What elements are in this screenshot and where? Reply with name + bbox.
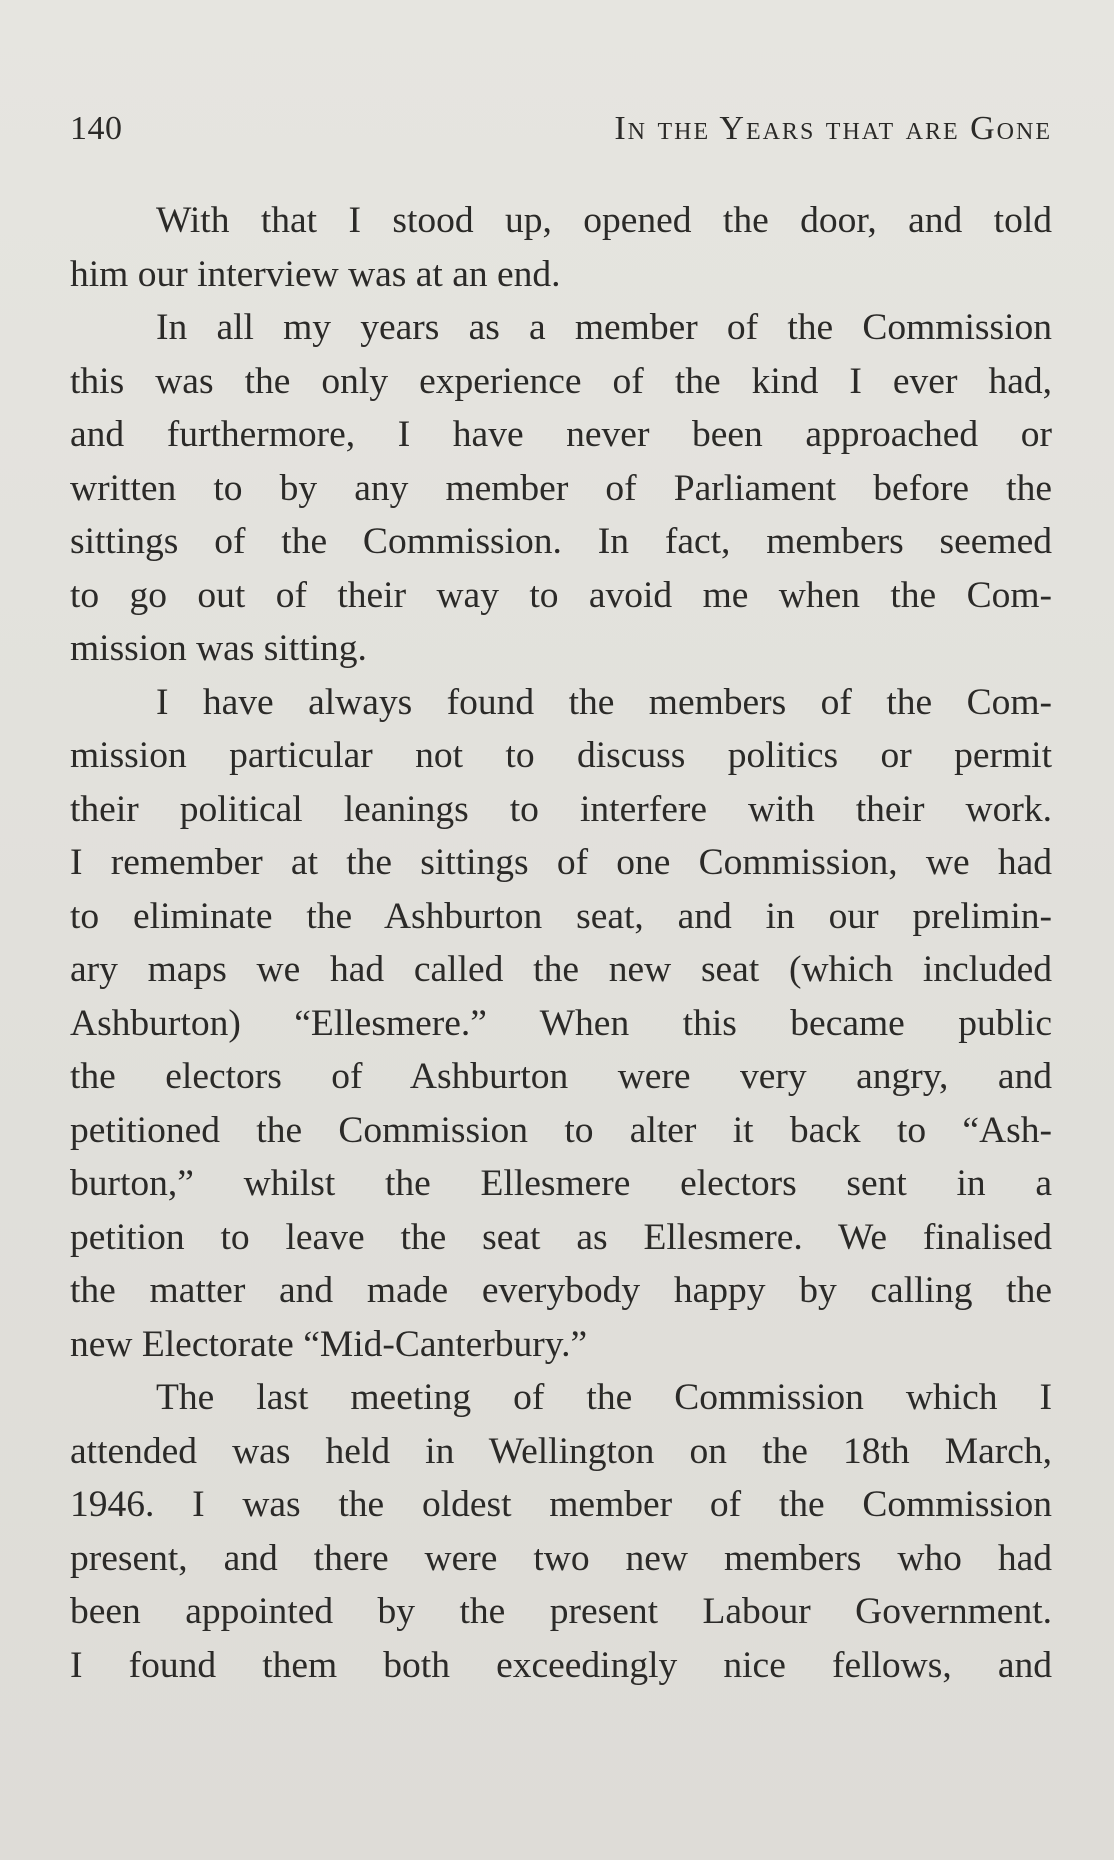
text-line: sittings of the Commission. In fact, members seemed [70, 521, 1052, 562]
text-line: the electors of Ashburton were very angry, and [70, 1056, 1052, 1097]
text-line: I found them both exceedingly nice fellows, and [70, 1644, 1052, 1686]
text-line: In all my years as a member of the Commission [156, 307, 1052, 348]
text-line: With that I stood up, opened the door, and told [156, 200, 1052, 241]
text-line: him our interview was at an end. [70, 253, 561, 295]
text-line: to go out of their way to avoid me when the Com- [70, 574, 1052, 616]
text-line: burton,” whilst the Ellesmere electors sent in a [70, 1163, 1052, 1204]
body-text [70, 194, 1052, 1692]
text-line: petition to leave the seat as Ellesmere. We finalised [70, 1216, 1052, 1258]
book-title: In the Years that are Gone [614, 110, 1052, 147]
text-line: Ashburton) “Ellesmere.” When this became public [70, 1002, 1052, 1044]
text-line: present, and there were two new members who had [70, 1537, 1052, 1579]
text-line: 1946. I was the oldest member of the Commission [70, 1484, 1052, 1525]
text-line: mission particular not to discuss politics or permit [70, 735, 1052, 776]
text-line: attended was held in Wellington on the 18th March, [70, 1430, 1052, 1472]
text-line: The last meeting of the Commission which I [156, 1377, 1052, 1418]
text-line: written to by any member of Parliament before the [70, 467, 1052, 509]
page-number: 140 [70, 110, 123, 147]
text-line: and furthermore, I have never been approached or [70, 414, 1052, 455]
text-line: been appointed by the present Labour Government. [70, 1591, 1052, 1632]
text-line: ary maps we had called the new seat (which included [70, 949, 1052, 990]
text-line: mission was sitting. [70, 628, 367, 669]
text-line: to eliminate the Ashburton seat, and in our prelimin- [70, 895, 1052, 937]
text-line: petitioned the Commission to alter it back to “Ash- [70, 1109, 1052, 1151]
text-line: I remember at the sittings of one Commission, we had [70, 842, 1052, 883]
text-line: new Electorate “Mid-Canterbury.” [70, 1323, 588, 1365]
text-line: this was the only experience of the kind I ever had, [70, 360, 1052, 402]
text-line: the matter and made everybody happy by calling the [70, 1270, 1052, 1311]
running-head [70, 110, 1052, 158]
text-line: their political leanings to interfere with their work. [70, 788, 1052, 830]
text-line: I have always found the members of the Com- [156, 681, 1052, 723]
